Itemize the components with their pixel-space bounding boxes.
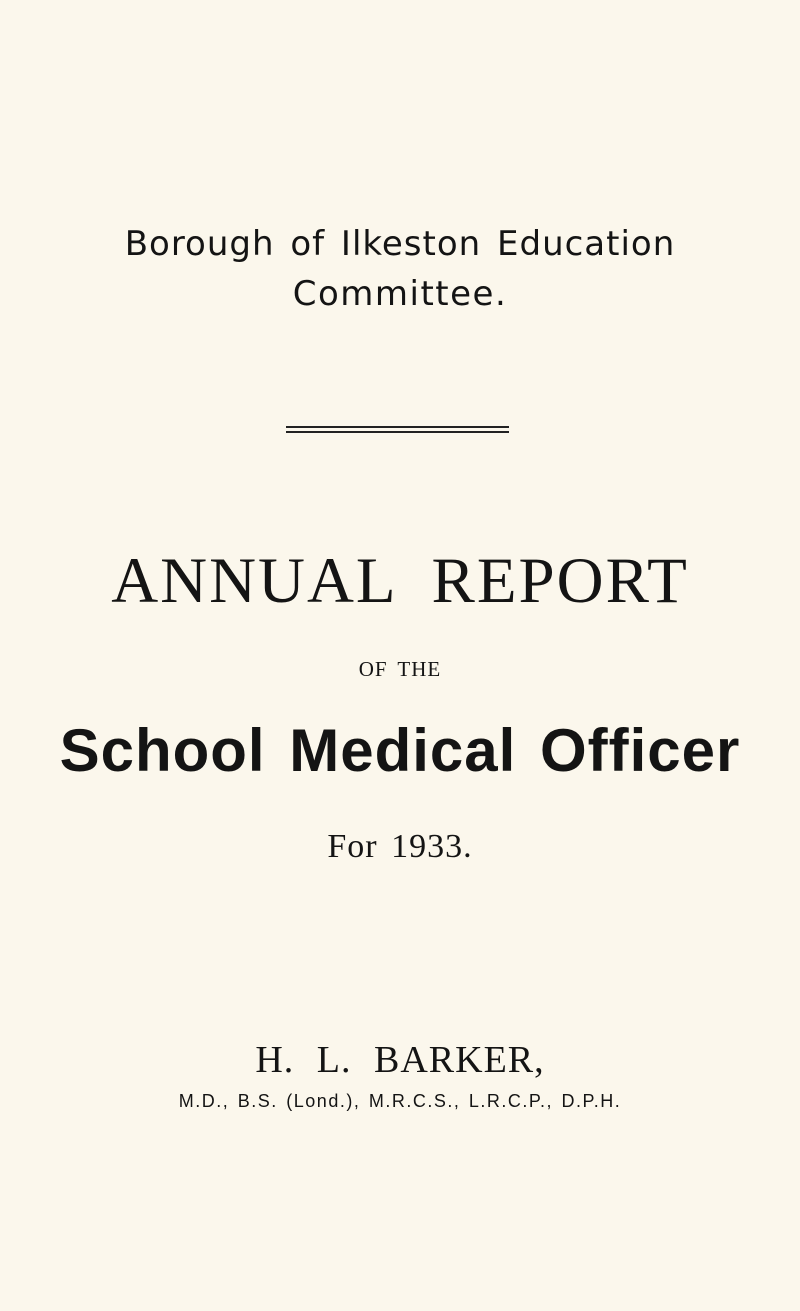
title-connector: OF THE bbox=[358, 657, 442, 681]
report-year: For 1933. bbox=[327, 828, 473, 865]
author-name: H. L. BARKER, bbox=[255, 1039, 545, 1081]
committee-heading-line-2: Committee. bbox=[292, 274, 508, 314]
report-title: ANNUAL REPORT bbox=[111, 545, 689, 617]
committee-heading-line-1: Borough of Ilkeston Education bbox=[124, 224, 676, 264]
report-subject: School Medical Officer bbox=[59, 717, 741, 784]
double-rule-divider bbox=[286, 426, 509, 433]
author-qualifications: M.D., B.S. (Lond.), M.R.C.S., L.R.C.P., D.P.H. bbox=[178, 1091, 622, 1111]
